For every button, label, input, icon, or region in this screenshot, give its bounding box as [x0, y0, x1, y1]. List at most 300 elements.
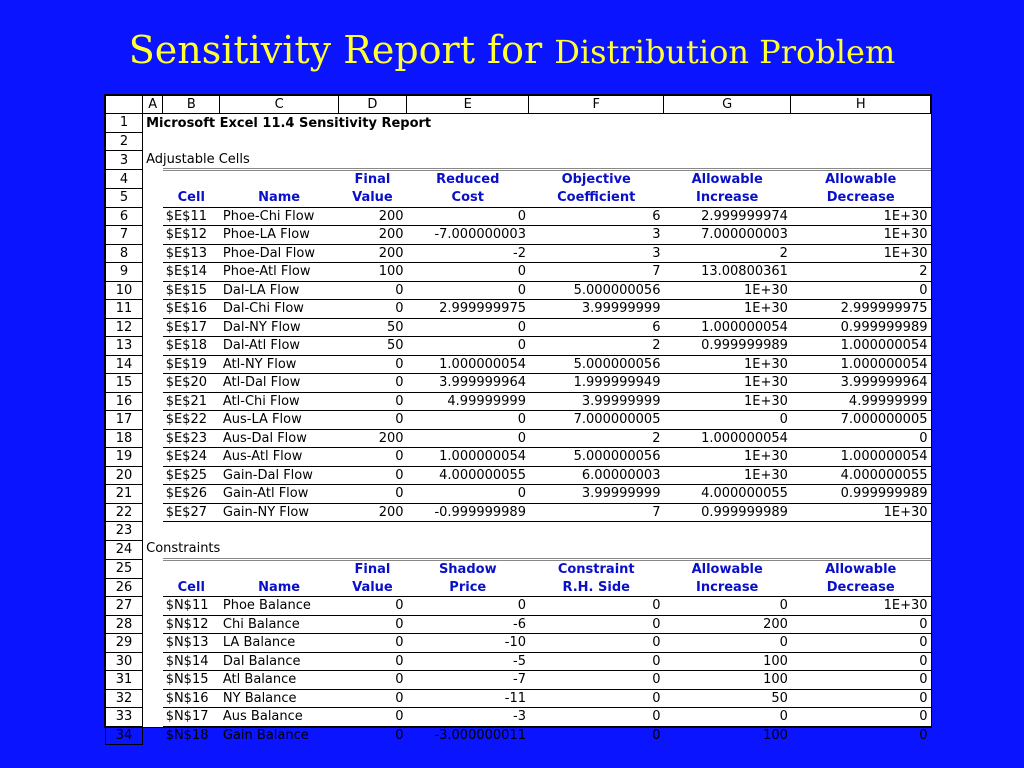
cell-a[interactable]: [143, 615, 163, 634]
row-header[interactable]: 5: [106, 189, 143, 208]
row-header[interactable]: 34: [106, 726, 143, 745]
final-value[interactable]: 200: [338, 429, 406, 448]
row-header[interactable]: 10: [106, 281, 143, 300]
column-header-b[interactable]: B: [163, 96, 220, 114]
col-f[interactable]: 0: [529, 634, 663, 653]
cell-ref[interactable]: $E$27: [163, 503, 220, 522]
col-f[interactable]: 3.99999999: [529, 392, 663, 411]
allowable-increase[interactable]: 100: [663, 671, 790, 690]
col-f[interactable]: 6: [529, 318, 663, 337]
row-header[interactable]: 29: [106, 634, 143, 653]
allowable-decrease[interactable]: 1E+30: [791, 244, 931, 263]
column-heading[interactable]: Name: [220, 189, 338, 208]
column-heading[interactable]: Increase: [663, 189, 790, 208]
col-e[interactable]: 3.999999964: [407, 374, 529, 393]
cell-ref[interactable]: $N$17: [163, 708, 220, 727]
column-heading[interactable]: Shadow: [407, 559, 529, 578]
name[interactable]: Dal-Atl Flow: [220, 337, 338, 356]
cell-a[interactable]: [143, 429, 163, 448]
allowable-decrease[interactable]: 1.000000054: [791, 355, 931, 374]
column-heading[interactable]: Cell: [163, 578, 220, 597]
name[interactable]: NY Balance: [220, 689, 338, 708]
col-f[interactable]: 1.999999949: [529, 374, 663, 393]
table-row: [106, 634, 931, 653]
col-f[interactable]: 3.99999999: [529, 485, 663, 504]
col-e[interactable]: 2.999999975: [407, 300, 529, 319]
column-header-a[interactable]: A: [143, 96, 163, 114]
column-heading[interactable]: Value: [338, 578, 406, 597]
cell-a[interactable]: [143, 170, 163, 189]
row-header[interactable]: 27: [106, 597, 143, 616]
allowable-increase[interactable]: 0: [663, 411, 790, 430]
name[interactable]: Phoe-Chi Flow: [220, 207, 338, 226]
final-value[interactable]: 0: [338, 726, 406, 745]
allowable-increase[interactable]: 50: [663, 689, 790, 708]
cell-a[interactable]: [143, 578, 163, 597]
table-row: [106, 374, 931, 393]
cell-a[interactable]: [143, 132, 163, 151]
row-header[interactable]: 12: [106, 318, 143, 337]
cell-ref[interactable]: $E$26: [163, 485, 220, 504]
cell-a[interactable]: [143, 503, 163, 522]
row-header[interactable]: 32: [106, 689, 143, 708]
row-header[interactable]: 24: [106, 540, 143, 559]
final-value[interactable]: 0: [338, 392, 406, 411]
col-e[interactable]: -7: [407, 671, 529, 690]
col-e[interactable]: 0: [407, 263, 529, 282]
cell-a[interactable]: [143, 392, 163, 411]
final-value[interactable]: 0: [338, 671, 406, 690]
name[interactable]: Chi Balance: [220, 615, 338, 634]
section-label-adjustable: [106, 151, 931, 170]
allowable-increase[interactable]: 1E+30: [663, 374, 790, 393]
row-header[interactable]: 21: [106, 485, 143, 504]
name[interactable]: Gain-Atl Flow: [220, 485, 338, 504]
final-value[interactable]: 0: [338, 485, 406, 504]
column-heading[interactable]: Value: [338, 189, 406, 208]
col-e[interactable]: 0: [407, 207, 529, 226]
cell-ref[interactable]: $E$21: [163, 392, 220, 411]
name[interactable]: Gain-Dal Flow: [220, 466, 338, 485]
cell-ref[interactable]: $N$18: [163, 726, 220, 745]
allowable-decrease[interactable]: 0: [791, 689, 931, 708]
column-heading[interactable]: [220, 559, 338, 578]
table-row: [106, 355, 931, 374]
column-heading[interactable]: Constraint: [529, 559, 663, 578]
allowable-decrease[interactable]: 0.999999989: [791, 485, 931, 504]
cell-a[interactable]: [143, 263, 163, 282]
cell-a[interactable]: [143, 485, 163, 504]
allowable-increase[interactable]: 1E+30: [663, 448, 790, 467]
column-header-row: [106, 96, 931, 114]
allowable-increase[interactable]: 1E+30: [663, 300, 790, 319]
cell-ref[interactable]: $E$19: [163, 355, 220, 374]
header-row-2: [106, 578, 931, 597]
cell-ref[interactable]: $N$14: [163, 652, 220, 671]
final-value[interactable]: 0: [338, 448, 406, 467]
row-header[interactable]: 16: [106, 392, 143, 411]
row-header[interactable]: 25: [106, 559, 143, 578]
cell-a[interactable]: [143, 559, 163, 578]
allowable-increase[interactable]: 2: [663, 244, 790, 263]
col-e[interactable]: 4.99999999: [407, 392, 529, 411]
cell-ref[interactable]: $E$22: [163, 411, 220, 430]
row-header[interactable]: 33: [106, 708, 143, 727]
allowable-decrease[interactable]: 1E+30: [791, 226, 931, 245]
name[interactable]: Atl-NY Flow: [220, 355, 338, 374]
allowable-decrease[interactable]: 0.999999989: [791, 318, 931, 337]
allowable-decrease[interactable]: 1.000000054: [791, 448, 931, 467]
column-header-h[interactable]: H: [791, 96, 931, 114]
col-e[interactable]: 0: [407, 318, 529, 337]
name[interactable]: Aus-Dal Flow: [220, 429, 338, 448]
cell-ref[interactable]: $E$16: [163, 300, 220, 319]
final-value[interactable]: 0: [338, 281, 406, 300]
row-header[interactable]: 6: [106, 207, 143, 226]
empty-row: [106, 132, 931, 151]
cell-a[interactable]: [143, 466, 163, 485]
row-header[interactable]: 19: [106, 448, 143, 467]
final-value[interactable]: 200: [338, 503, 406, 522]
allowable-decrease[interactable]: 0: [791, 726, 931, 745]
col-e[interactable]: -3: [407, 708, 529, 727]
name[interactable]: Dal-Chi Flow: [220, 300, 338, 319]
empty-row: [106, 522, 931, 541]
column-heading[interactable]: Name: [220, 578, 338, 597]
column-header-d[interactable]: D: [338, 96, 406, 114]
cell-ref[interactable]: $N$11: [163, 597, 220, 616]
col-f[interactable]: 6.00000003: [529, 466, 663, 485]
cell-a[interactable]: [143, 522, 163, 541]
name[interactable]: LA Balance: [220, 634, 338, 653]
spreadsheet: [104, 94, 932, 743]
col-f[interactable]: 0: [529, 671, 663, 690]
row-header[interactable]: 1: [106, 114, 143, 133]
row-header[interactable]: 18: [106, 429, 143, 448]
row-header[interactable]: 7: [106, 226, 143, 245]
col-f[interactable]: 6: [529, 207, 663, 226]
allowable-increase[interactable]: 0: [663, 708, 790, 727]
allowable-increase[interactable]: 0: [663, 597, 790, 616]
cell-ref[interactable]: $E$15: [163, 281, 220, 300]
col-e[interactable]: -5: [407, 652, 529, 671]
row-header[interactable]: 2: [106, 132, 143, 151]
column-heading[interactable]: Cost: [407, 189, 529, 208]
empty-cell[interactable]: [163, 522, 931, 541]
table-row: [106, 429, 931, 448]
column-heading[interactable]: Cell: [163, 189, 220, 208]
row-header[interactable]: 31: [106, 671, 143, 690]
cell-ref[interactable]: $E$17: [163, 318, 220, 337]
row-header[interactable]: 20: [106, 466, 143, 485]
final-value[interactable]: 0: [338, 634, 406, 653]
name[interactable]: Dal Balance: [220, 652, 338, 671]
name[interactable]: Gain-NY Flow: [220, 503, 338, 522]
row-header[interactable]: 28: [106, 615, 143, 634]
allowable-decrease[interactable]: 1.000000054: [791, 337, 931, 356]
col-e[interactable]: 0: [407, 411, 529, 430]
name[interactable]: Aus-Atl Flow: [220, 448, 338, 467]
table-row: [106, 671, 931, 690]
final-value[interactable]: 200: [338, 207, 406, 226]
column-header-f[interactable]: F: [529, 96, 663, 114]
allowable-increase[interactable]: 13.00800361: [663, 263, 790, 282]
col-e[interactable]: -2: [407, 244, 529, 263]
section-label-constraints-text[interactable]: Constraints: [146, 541, 221, 557]
col-f[interactable]: 2: [529, 337, 663, 356]
col-e[interactable]: 0: [407, 337, 529, 356]
allowable-decrease[interactable]: 0: [791, 634, 931, 653]
row-header[interactable]: 8: [106, 244, 143, 263]
final-value[interactable]: 100: [338, 263, 406, 282]
column-heading[interactable]: Allowable: [791, 170, 931, 189]
final-value[interactable]: 0: [338, 597, 406, 616]
column-heading[interactable]: Allowable: [791, 559, 931, 578]
col-f[interactable]: 5.000000056: [529, 448, 663, 467]
allowable-increase[interactable]: 1E+30: [663, 466, 790, 485]
final-value[interactable]: 50: [338, 318, 406, 337]
allowable-increase[interactable]: 100: [663, 652, 790, 671]
empty-cell[interactable]: [163, 132, 931, 151]
col-f[interactable]: 7: [529, 503, 663, 522]
column-heading[interactable]: Final: [338, 559, 406, 578]
row-header[interactable]: 22: [106, 503, 143, 522]
allowable-increase[interactable]: 1E+30: [663, 355, 790, 374]
cell-a[interactable]: [143, 634, 163, 653]
column-heading[interactable]: Final: [338, 170, 406, 189]
cell-a[interactable]: [143, 411, 163, 430]
column-heading[interactable]: Objective: [529, 170, 663, 189]
cell-a[interactable]: [143, 189, 163, 208]
allowable-decrease[interactable]: 0: [791, 429, 931, 448]
cell-a[interactable]: [143, 337, 163, 356]
cell-a[interactable]: [143, 671, 163, 690]
col-e[interactable]: 0: [407, 281, 529, 300]
table-row: [106, 244, 931, 263]
cell-a[interactable]: [143, 689, 163, 708]
report-title-text[interactable]: Microsoft Excel 11.4 Sensitivity Report: [146, 115, 432, 131]
cell-a[interactable]: [143, 652, 163, 671]
cell-ref[interactable]: $E$13: [163, 244, 220, 263]
name[interactable]: Dal-NY Flow: [220, 318, 338, 337]
table-row: [106, 318, 931, 337]
row-header[interactable]: 9: [106, 263, 143, 282]
allowable-increase[interactable]: 1.000000054: [663, 429, 790, 448]
cell-a[interactable]: [143, 726, 163, 745]
name[interactable]: Phoe-Atl Flow: [220, 263, 338, 282]
slide-title: [0, 28, 1024, 72]
cell-ref[interactable]: $E$11: [163, 207, 220, 226]
col-f[interactable]: 2: [529, 429, 663, 448]
cell-a[interactable]: [143, 708, 163, 727]
col-f[interactable]: 7.000000005: [529, 411, 663, 430]
row-header[interactable]: 11: [106, 300, 143, 319]
col-f[interactable]: 7: [529, 263, 663, 282]
column-header-e[interactable]: E: [407, 96, 529, 114]
header-row-1: [106, 170, 931, 189]
col-e[interactable]: 4.000000055: [407, 466, 529, 485]
row-header[interactable]: 13: [106, 337, 143, 356]
column-header-g[interactable]: G: [663, 96, 790, 114]
table-row: [106, 708, 931, 727]
allowable-decrease[interactable]: 0: [791, 281, 931, 300]
cell-ref[interactable]: $N$13: [163, 634, 220, 653]
row-header[interactable]: 3: [106, 151, 143, 170]
column-heading[interactable]: [163, 559, 220, 578]
cell-ref[interactable]: $N$12: [163, 615, 220, 634]
col-e[interactable]: 1.000000054: [407, 448, 529, 467]
allowable-decrease[interactable]: 2.999999975: [791, 300, 931, 319]
col-f[interactable]: 5.000000056: [529, 281, 663, 300]
allowable-decrease[interactable]: 0: [791, 615, 931, 634]
final-value[interactable]: 50: [338, 337, 406, 356]
allowable-increase[interactable]: 7.000000003: [663, 226, 790, 245]
final-value[interactable]: 0: [338, 615, 406, 634]
allowable-increase[interactable]: 0.999999989: [663, 503, 790, 522]
col-e[interactable]: -10: [407, 634, 529, 653]
col-f[interactable]: 0: [529, 708, 663, 727]
allowable-increase[interactable]: 0.999999989: [663, 337, 790, 356]
table-row: [106, 652, 931, 671]
row-header[interactable]: 14: [106, 355, 143, 374]
cell-ref[interactable]: $N$15: [163, 671, 220, 690]
column-heading[interactable]: Decrease: [791, 578, 931, 597]
allowable-decrease[interactable]: 2: [791, 263, 931, 282]
allowable-decrease[interactable]: 7.000000005: [791, 411, 931, 430]
cell-a[interactable]: [143, 597, 163, 616]
column-heading[interactable]: Allowable: [663, 170, 790, 189]
name[interactable]: Gain Balance: [220, 726, 338, 745]
col-f[interactable]: 3: [529, 244, 663, 263]
allowable-decrease[interactable]: 3.999999964: [791, 374, 931, 393]
cell-ref[interactable]: $E$14: [163, 263, 220, 282]
final-value[interactable]: 0: [338, 689, 406, 708]
col-f[interactable]: 0: [529, 615, 663, 634]
column-heading[interactable]: Allowable: [663, 559, 790, 578]
name[interactable]: Phoe Balance: [220, 597, 338, 616]
col-f[interactable]: 0: [529, 597, 663, 616]
final-value[interactable]: 0: [338, 652, 406, 671]
cell-ref[interactable]: $E$18: [163, 337, 220, 356]
column-heading[interactable]: Decrease: [791, 189, 931, 208]
allowable-increase[interactable]: 200: [663, 615, 790, 634]
table-row: [106, 300, 931, 319]
allowable-increase[interactable]: 1.000000054: [663, 318, 790, 337]
allowable-increase[interactable]: 100: [663, 726, 790, 745]
final-value[interactable]: 0: [338, 355, 406, 374]
col-f[interactable]: 3.99999999: [529, 300, 663, 319]
column-heading[interactable]: Reduced: [407, 170, 529, 189]
allowable-increase[interactable]: 2.999999974: [663, 207, 790, 226]
row-header[interactable]: 26: [106, 578, 143, 597]
allowable-decrease[interactable]: 0: [791, 652, 931, 671]
col-e[interactable]: -7.000000003: [407, 226, 529, 245]
cell-ref[interactable]: $N$16: [163, 689, 220, 708]
allowable-decrease[interactable]: 4.99999999: [791, 392, 931, 411]
cell-ref[interactable]: $E$12: [163, 226, 220, 245]
final-value[interactable]: 0: [338, 466, 406, 485]
name[interactable]: Phoe-LA Flow: [220, 226, 338, 245]
col-f[interactable]: 3: [529, 226, 663, 245]
name[interactable]: Dal-LA Flow: [220, 281, 338, 300]
final-value[interactable]: 0: [338, 411, 406, 430]
row-header[interactable]: 15: [106, 374, 143, 393]
cell-ref[interactable]: $E$23: [163, 429, 220, 448]
cell-a[interactable]: [143, 318, 163, 337]
col-f[interactable]: 0: [529, 689, 663, 708]
cell-a[interactable]: [143, 207, 163, 226]
name[interactable]: Aus Balance: [220, 708, 338, 727]
col-e[interactable]: 1.000000054: [407, 355, 529, 374]
final-value[interactable]: 200: [338, 226, 406, 245]
cell-a[interactable]: [143, 300, 163, 319]
row-header[interactable]: 17: [106, 411, 143, 430]
final-value[interactable]: 0: [338, 300, 406, 319]
final-value[interactable]: 200: [338, 244, 406, 263]
col-e[interactable]: -6: [407, 615, 529, 634]
name[interactable]: Phoe-Dal Flow: [220, 244, 338, 263]
allowable-decrease[interactable]: 1E+30: [791, 597, 931, 616]
cell-ref[interactable]: $E$24: [163, 448, 220, 467]
allowable-decrease[interactable]: 4.000000055: [791, 466, 931, 485]
allowable-increase[interactable]: 1E+30: [663, 392, 790, 411]
column-heading[interactable]: [220, 170, 338, 189]
cell-ref[interactable]: $E$25: [163, 466, 220, 485]
col-f[interactable]: 5.000000056: [529, 355, 663, 374]
cell-a[interactable]: [143, 281, 163, 300]
name[interactable]: Atl-Chi Flow: [220, 392, 338, 411]
name[interactable]: Atl Balance: [220, 671, 338, 690]
name[interactable]: Atl-Dal Flow: [220, 374, 338, 393]
column-header-c[interactable]: C: [220, 96, 338, 114]
cell-a[interactable]: [143, 374, 163, 393]
cell-a[interactable]: [143, 448, 163, 467]
cell-ref[interactable]: $E$20: [163, 374, 220, 393]
select-all-corner[interactable]: [106, 96, 143, 114]
col-f[interactable]: 0: [529, 652, 663, 671]
allowable-increase[interactable]: 1E+30: [663, 281, 790, 300]
col-e[interactable]: -3.000000011: [407, 726, 529, 745]
final-value[interactable]: 0: [338, 708, 406, 727]
allowable-decrease[interactable]: 1E+30: [791, 503, 931, 522]
allowable-decrease[interactable]: 1E+30: [791, 207, 931, 226]
cell-a[interactable]: [143, 226, 163, 245]
column-heading[interactable]: Increase: [663, 578, 790, 597]
cell-a[interactable]: [143, 244, 163, 263]
column-heading[interactable]: R.H. Side: [529, 578, 663, 597]
allowable-increase[interactable]: 0: [663, 634, 790, 653]
allowable-decrease[interactable]: 0: [791, 671, 931, 690]
name[interactable]: Aus-LA Flow: [220, 411, 338, 430]
cell-a[interactable]: [143, 355, 163, 374]
allowable-decrease[interactable]: 0: [791, 708, 931, 727]
col-e[interactable]: 0: [407, 485, 529, 504]
row-header[interactable]: 4: [106, 170, 143, 189]
col-f[interactable]: 0: [529, 726, 663, 745]
column-heading[interactable]: [163, 170, 220, 189]
col-e[interactable]: 0: [407, 429, 529, 448]
section-label-adjustable-text[interactable]: Adjustable Cells: [146, 151, 250, 167]
col-e[interactable]: 0: [407, 597, 529, 616]
col-e[interactable]: -0.999999989: [407, 503, 529, 522]
col-e[interactable]: -11: [407, 689, 529, 708]
row-header[interactable]: 30: [106, 652, 143, 671]
column-heading[interactable]: Price: [407, 578, 529, 597]
allowable-increase[interactable]: 4.000000055: [663, 485, 790, 504]
column-heading[interactable]: Coefficient: [529, 189, 663, 208]
row-header[interactable]: 23: [106, 522, 143, 541]
final-value[interactable]: 0: [338, 374, 406, 393]
